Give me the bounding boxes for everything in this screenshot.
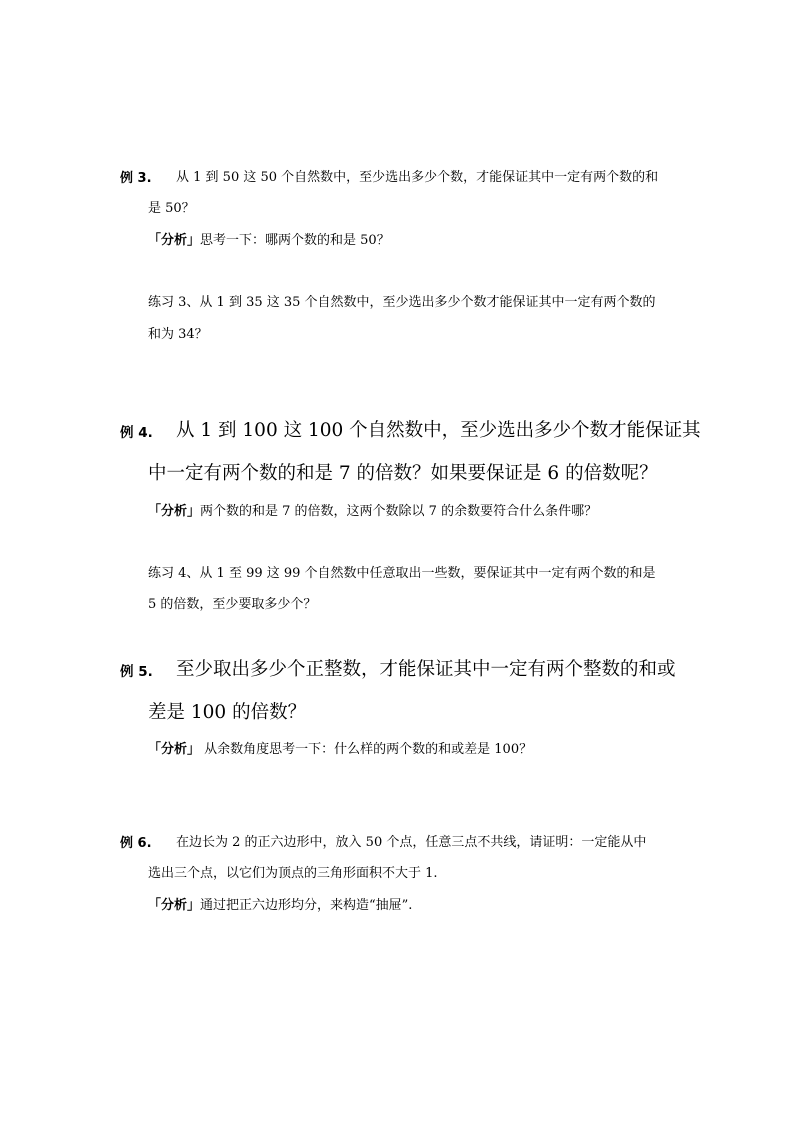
analysis-text: 两个数的和是 7 的倍数，这两个数除以 7 的余数要符合什么条件哪？ — [200, 504, 598, 519]
example-5-label: 例 5. — [120, 664, 153, 680]
analysis-text: 通过把正六边形均分，来构造“抽屉”. — [200, 898, 413, 913]
practice-4-line-1: 练习 4、从 1 至 99 这 99 个自然数中任意取出一些数，要保证其中一定有两个数的和是 — [148, 566, 656, 581]
example-3-line-2: 是 50？ — [148, 201, 195, 216]
practice-3-line-1: 练习 3、从 1 到 35 这 35 个自然数中，至少选出多少个数才能保证其中一定有两个数的 — [148, 295, 656, 310]
analysis-label: 「分析」 — [148, 504, 201, 519]
example-5-line-1: 至少取出多少个正整数，才能保证其中一定有两个整数的和或 — [176, 659, 676, 680]
example-6-line-2: 选出三个点，以它们为顶点的三角形面积不大于 1. — [148, 866, 438, 881]
example-3-label: 例 3. — [120, 171, 152, 186]
example-3-analysis — [148, 229, 390, 248]
practice-4-line-2: 5 的倍数，至少要取多少个？ — [148, 597, 317, 612]
practice-3-line-2: 和为 34？ — [148, 327, 208, 342]
analysis-text: 从余数角度思考一下：什么样的两个数的和或差是 100？ — [200, 742, 533, 757]
example-4-analysis — [148, 500, 597, 519]
example-4-line-1: 从 1 到 100 这 100 个自然数中，至少选出多少个数才能保证其 — [176, 420, 701, 441]
example-5-analysis — [148, 738, 532, 757]
example-6-analysis — [148, 894, 412, 913]
analysis-label: 「分析」 — [148, 898, 201, 913]
analysis-label: 「分析」 — [148, 233, 201, 248]
analysis-label: 「分析」 — [148, 742, 201, 757]
example-3-line-1: 从 1 到 50 这 50 个自然数中，至少选出多少个数，才能保证其中一定有两个数的和 — [176, 170, 659, 185]
example-4-label: 例 4. — [120, 425, 153, 441]
example-6-line-1: 在边长为 2 的正六边形中，放入 50 个点，任意三点不共线，请证明：一定能从中 — [176, 835, 647, 850]
example-4-line-2: 中一定有两个数的和是 7 的倍数？如果要保证是 6 的倍数呢？ — [148, 463, 658, 484]
example-6-label: 例 6. — [120, 836, 152, 851]
analysis-text: 思考一下：哪两个数的和是 50？ — [200, 233, 390, 248]
example-5-line-2: 差是 100 的倍数？ — [148, 702, 307, 723]
